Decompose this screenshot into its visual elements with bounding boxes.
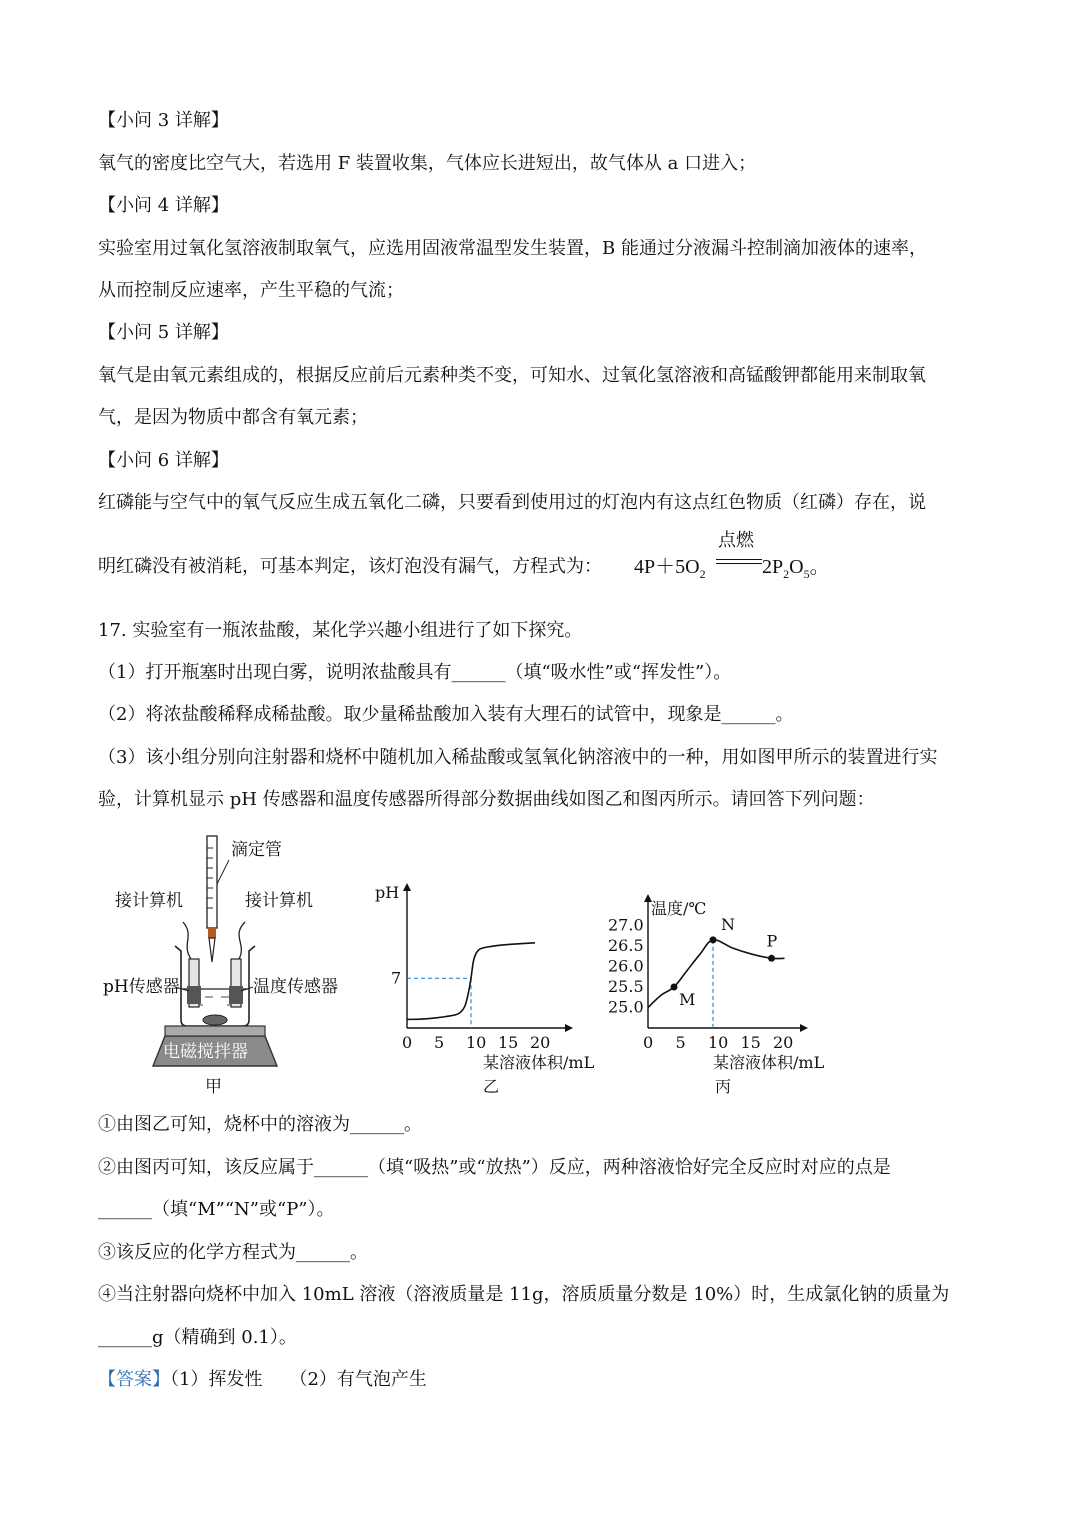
- temp-marked-points: [671, 915, 778, 1009]
- q6-text-2: 明红磷没有被消耗，可基本判定，该灯泡没有漏气，方程式为：: [98, 556, 602, 577]
- equation-end: 。: [809, 556, 830, 578]
- ph-x-tick-2: 10: [466, 1033, 487, 1052]
- burette-leader: [217, 860, 229, 884]
- equation-right-mid: O: [789, 556, 804, 578]
- temperature-chart: [608, 894, 825, 1096]
- combustion-equation: [634, 530, 834, 586]
- apparatus-caption: 甲: [205, 1077, 222, 1097]
- burette-label: 滴定管: [231, 840, 282, 860]
- temp-x-label: 某溶液体积/mL: [713, 1053, 825, 1072]
- q17-sub-4-line-2: ______g（精确到 0.1）。: [98, 1327, 297, 1348]
- ph-x-arrow: [565, 1024, 573, 1032]
- q17-sub-2-line-2: ______（填“M”“N”或“P”）。: [98, 1199, 335, 1220]
- q17-stem: 17. 实验室有一瓶浓盐酸，某化学兴趣小组进行了如下探究。: [98, 620, 583, 641]
- temp-y-tick-2: 26.0: [608, 956, 644, 976]
- stirrer-top: [165, 1026, 265, 1036]
- equation-right: 2P: [762, 556, 784, 578]
- equation-left: 4P＋5O: [634, 556, 700, 578]
- q3-text: 氧气的密度比空气大，若选用 F 装置收集，气体应长进短出，故气体从 a 口进入；: [98, 153, 757, 174]
- temp-x-tick-4: 20: [773, 1033, 794, 1052]
- burette-stopcock: [208, 928, 216, 938]
- computer-left-label: 接计算机: [115, 891, 183, 911]
- q3-heading: 【小问 3 详解】: [98, 110, 229, 131]
- q5-text-1: 氧气是由氧元素组成的，根据反应前后元素种类不变，可知水、过氧化氢溶液和高锰酸钾都能用来制取氧: [98, 365, 926, 386]
- q17-sub-3: ③该反应的化学方程式为______。: [98, 1242, 368, 1263]
- q5-text-2: 气，是因为物质中都含有氧元素；: [98, 407, 368, 428]
- q5-heading: 【小问 5 详解】: [98, 322, 229, 343]
- q17-part-2: （2）将浓盐酸稀释成稀盐酸。取少量稀盐酸加入装有大理石的试管中，现象是______。: [98, 704, 794, 725]
- ph-sensor-wire: [183, 922, 191, 959]
- ph-x-tick-0: 0: [402, 1033, 413, 1052]
- q17-part-3-line-2: 验，计算机显示 pH 传感器和温度传感器所得部分数据曲线如图乙和图丙所示。请回答下列问题：: [98, 789, 875, 810]
- equation-condition: 点燃: [718, 530, 754, 551]
- ph-x-label: 某溶液体积/mL: [483, 1053, 595, 1072]
- temp-point-N: [710, 936, 717, 943]
- temp-sensor-label: 温度传感器: [253, 977, 338, 997]
- q17-part-3-line-1: （3）该小组分别向注射器和烧杯中随机加入稀盐酸或氢氧化钠溶液中的一种，用如图甲所示的装置进行实: [98, 747, 938, 768]
- ph-y-label: pH: [375, 883, 400, 902]
- computer-right-label: 接计算机: [245, 891, 313, 911]
- temp-x-tick-3: 15: [740, 1033, 761, 1052]
- temp-sensor-wire: [239, 922, 245, 959]
- equation-double-line: [716, 559, 762, 564]
- figure-svg: [95, 826, 855, 1101]
- q4-heading: 【小问 4 详解】: [98, 195, 229, 216]
- equation-left-sub: 2: [699, 567, 706, 581]
- temp-curve: [648, 940, 785, 1008]
- temp-caption: 丙: [715, 1077, 732, 1096]
- q4-text-2: 从而控制反应速率，产生平稳的气流；: [98, 280, 404, 301]
- temp-y-label: 温度/℃: [651, 899, 707, 918]
- temp-point-P: [768, 955, 775, 962]
- burette-tip: [209, 938, 215, 962]
- equation-right-sub2: 5: [803, 567, 810, 581]
- temp-x-tick-0: 0: [643, 1033, 654, 1052]
- temp-y-tick-4: 27.0: [608, 915, 644, 935]
- ph-sensor-bulb: [187, 986, 201, 1004]
- burette-tube: [207, 836, 217, 928]
- temp-y-tick-1: 25.5: [608, 977, 644, 996]
- equation-right-sub1: 2: [783, 567, 790, 581]
- temp-x-tick-2: 10: [708, 1033, 729, 1052]
- stirrer-label: 电磁搅拌器: [163, 1042, 248, 1062]
- answer-text: （1）挥发性 （2）有气泡产生: [170, 1369, 427, 1390]
- temp-point-M: [671, 984, 678, 991]
- ph-caption: 乙: [483, 1077, 500, 1096]
- ph-sensor-label: pH传感器: [103, 977, 180, 997]
- q17-sub-2-line-1: ②由图丙可知，该反应属于______（填“吸热”或“放热”）反应，两种溶液恰好完全反应时对应的点是: [98, 1157, 891, 1178]
- temp-point-label-M: M: [679, 990, 696, 1009]
- ph-y-tick-0: 7: [391, 968, 402, 988]
- q4-text-1: 实验室用过氧化氢溶液制取氧气，应选用固液常温型发生装置，B 能通过分液漏斗控制滴加液体的速率，: [98, 238, 927, 259]
- temp-y-tick-0: 25.0: [608, 997, 644, 1017]
- stir-bar: [203, 1015, 227, 1025]
- q6-heading: 【小问 6 详解】: [98, 450, 229, 471]
- ph-x-tick-3: 15: [498, 1033, 519, 1052]
- temp-sensor-bulb: [229, 986, 243, 1004]
- q6-text-1: 红磷能与空气中的氧气反应生成五氧化二磷，只要看到使用过的灯泡内有这点红色物质（红磷）存在，说: [98, 492, 926, 513]
- q17-sub-1: ①由图乙可知，烧杯中的溶液为______。: [98, 1114, 422, 1135]
- temp-point-label-P: P: [766, 931, 778, 951]
- ph-y-arrow: [403, 883, 411, 891]
- ph-chart: [375, 883, 595, 1096]
- ph-x-tick-1: 5: [434, 1033, 445, 1052]
- figure-row: [95, 826, 855, 1105]
- q17-sub-4-line-1: ④当注射器向烧杯中加入 10mL 溶液（溶液质量是 11g，溶质质量分数是 10%）时，生成氯化钠的质量为: [98, 1284, 950, 1305]
- temp-y-tick-3: 26.5: [608, 936, 644, 955]
- answer-line: [98, 1368, 427, 1392]
- ph-x-tick-4: 20: [530, 1033, 551, 1052]
- apparatus-diagram: [103, 836, 338, 1097]
- temp-x-arrow: [800, 1024, 808, 1032]
- temp-x-tick-1: 5: [675, 1033, 686, 1052]
- q17-part-1: （1）打开瓶塞时出现白雾，说明浓盐酸具有______（填“吸水性”或“挥发性”）。: [98, 662, 732, 683]
- temp-point-label-N: N: [721, 914, 735, 934]
- answer-label: 【答案】: [98, 1369, 170, 1390]
